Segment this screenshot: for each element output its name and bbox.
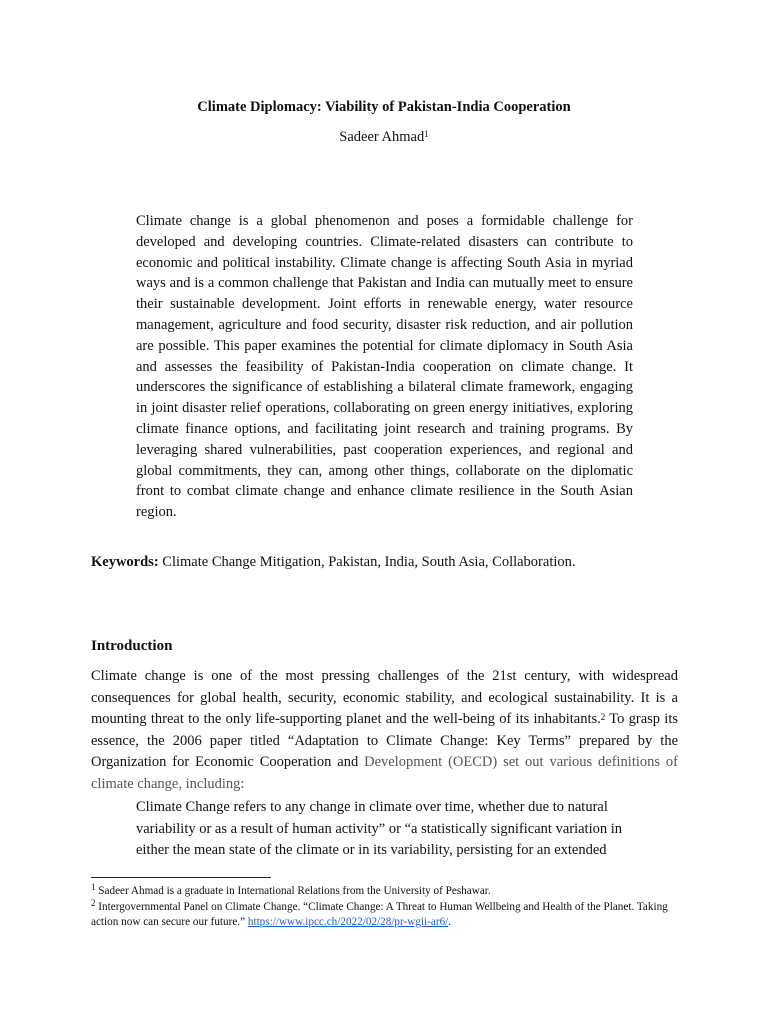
- section-heading-introduction: Introduction: [91, 638, 173, 654]
- abstract: Climate change is a global phenomenon and poses a formidable challenge for developed and developing countries. Climate-related disasters can contribute to economic and political instability. Climate change is affecting South Asia in myriad ways and is a common challenge that Pakistan and India can mutually meet to ensure their sustainable development. Joint efforts in renewable energy, water resource management, agriculture and food security, disaster risk reduction, and air pollution are possible. This paper examines the potential for climate diplomacy in South Asia and assesses the feasibility of Pakistan-India cooperation on climate change. It underscores the significance of establishing a bilateral climate framework, engaging in joint disaster relief operations, collaborating on green energy initiatives, exploring climate finance options, and facilitating joint research and training programs. By leveraging shared vulnerabilities, past cooperation experiences, and regional and global commitments, they can, among other things, collaborate on the diplomatic front to combat climate change and enhance climate resilience in the South Asian region.: [136, 213, 633, 521]
- footnote-2-link[interactable]: https://www.ipcc.ch/2022/02/28/pr-wgii-ar6/: [247, 916, 449, 928]
- footnote-1-text: Sadeer Ahmad is a graduate in International Relations from the University of Peshawar.: [98, 885, 491, 897]
- footnotes: [91, 884, 681, 931]
- footnote-2-mark: 2: [91, 897, 96, 908]
- keywords: [91, 554, 691, 571]
- paper-title: Climate Diplomacy: Viability of Pakistan-India Cooperation: [197, 99, 571, 115]
- keywords-text: Climate Change Mitigation, Pakistan, India, South Asia, Collaboration.: [162, 554, 576, 570]
- author-name: Sadeer Ahmad: [339, 129, 425, 145]
- intro-text-part1: Climate change is one of the most pressing challenges of the 21st century, with widespread consequences for global health, security, economic stability, and ecological sustainability. It is a mounting threat to the only life-supporting planet and the well-being of its inhabitants.: [91, 668, 678, 728]
- footnote-2-text: Intergovernmental Panel on Climate Change. “Climate Change: A Threat to Human Wellbeing and Health of the Planet. Taking action now can secure our future.”: [91, 900, 668, 928]
- introduction-paragraph: [91, 666, 678, 796]
- author-footnote-mark[interactable]: 1: [424, 129, 429, 140]
- keywords-label: Keywords:: [91, 554, 159, 570]
- intro-footnote-mark[interactable]: 2: [600, 711, 606, 722]
- intro-text-part2: To grasp its essence, the 2006 paper titled “Adaptation to Climate Change: Key Terms” prepared by the Organization for Economic Cooperation and: [91, 711, 678, 771]
- footnote-1-mark: 1: [91, 882, 96, 893]
- footnote-1: [91, 884, 681, 900]
- author-line: [0, 129, 768, 146]
- footnote-2-end: .: [448, 916, 452, 928]
- block-quote: Climate Change refers to any change in climate over time, whether due to natural variability or as a result of human activity” or “a statistically significant variation in either the mean state of the climate or in its variability, persisting for an extended: [136, 799, 623, 859]
- intro-text-part3: Development (OECD) set out various definitions of climate change, including:: [91, 754, 678, 792]
- footnote-2: [91, 897, 681, 931]
- footnote-separator: [91, 877, 271, 878]
